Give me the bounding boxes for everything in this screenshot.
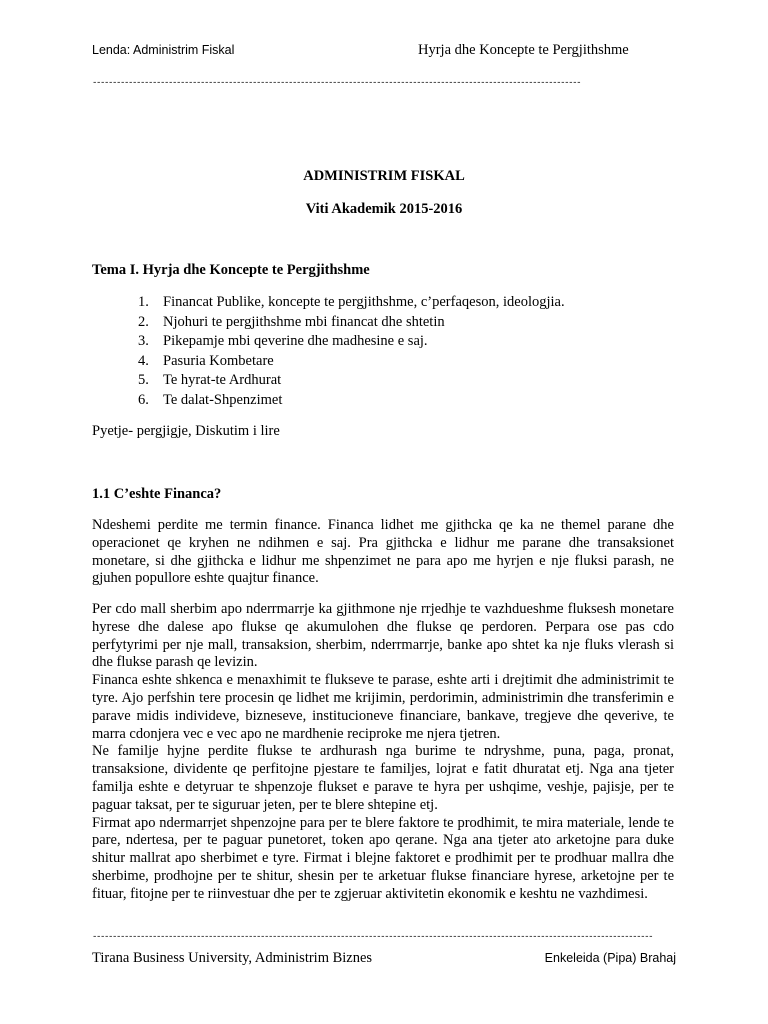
list-item-number: 1. — [138, 294, 149, 310]
list-item — [138, 332, 565, 352]
list-item — [138, 293, 565, 313]
paragraph-intro: Ndeshemi perdite me termin finance. Financa lidhet me gjithcka qe ka ne themel parane dhe operacionet qe kryhen ne ndihmen e saj. Pra gjithcka e lidhur me parane dhe transaksionet monetare, si dhe gjithcka e lidhur me shpenzimet ne para apo me hyrjen e nje fluksi parash, ne gjuhen popullore eshte quajtur finance. — [92, 517, 674, 587]
list-item-text: Te hyrat-te Ardhurat — [163, 372, 282, 388]
paragraph: Firmat apo ndermarrjet shpenzojne para per te blere faktore te prodhimit, te mira materiale, lende te pare, ndertesa, per te paguar punetoret, token apo qerane. Nga ana tjeter ato arketojne para duke shitur mallrat apo sherbimet e tyre. Firmat i blejne faktoret e prodhimit per te prodhuar mallra dhe sherbime, prodhojne per te shitur, shesin per te arketuar flukse financiare hyrese, arketojne per te fituar, fitojne per te riinvestuar dhe per te zgjeruar aktivitetin ekonomik e keshtu ne vazhdimesi. — [92, 814, 674, 902]
footer-institution: Tirana Business University, Administrim Biznes — [92, 950, 373, 966]
list-item-text: Pikepamje mbi qeverine dhe madhesine e saj. — [163, 333, 428, 349]
tema-heading: Tema I. Hyrja dhe Koncepte te Pergjithshme — [92, 262, 370, 278]
footer-author: Enkeleida (Pipa) Brahaj — [544, 951, 676, 965]
header-course-label: Lenda: Administrim Fiskal — [92, 43, 235, 57]
list-item-text: Pasuria Kombetare — [163, 352, 274, 369]
list-item-number: 3. — [138, 333, 149, 349]
section-heading: 1.1 C’eshte Financa? — [92, 486, 222, 502]
list-item — [138, 391, 565, 411]
paragraph: Financa eshte shkenca e menaxhimit te flukseve te parase, eshte arti i drejtimit dhe administrimit te tyre. Ajo perfshin tere procesin qe lidhet me krijimin, perdorimin, administrimin dhe transferimin e parave midis individeve, bizneseve, institucioneve financiare, bankave, tregjeve dhe qeverive, te marra cdonjera vec e vec apo ne mardhenie reciproke me njera tjetren. — [92, 672, 674, 742]
list-item — [138, 352, 565, 372]
list-item-text: Te dalat-Shpenzimet — [163, 391, 283, 408]
paragraph: Per cdo mall sherbim apo nderrmarrje ka gjithmone nje rrjedhje te vazhdueshme fluksesh monetare hyrese dhe dalese apo flukse qe akumulohen dhe flukse qe perdoren. Perpara ose pas cdo perfytyrimi per nje mall, transaksion, sherbim, nderrmarrje, banke apo shtet ka nje fluks vlerash si dhe flukse parash qe levizin. — [92, 601, 674, 671]
list-item — [138, 371, 565, 391]
list-item-text: Financat Publike, koncepte te pergjithshme, c’perfaqeson, ideologjia. — [163, 294, 565, 310]
footer-divider: -------------------------------------------------------------------------------------------------------------------------------------------- — [92, 932, 653, 942]
header-topic-title: Hyrja dhe Koncepte te Pergjithshme — [418, 42, 629, 58]
document-title: ADMINISTRIM FISKAL — [303, 168, 465, 184]
list-item — [138, 313, 565, 333]
list-item-number: 2. — [138, 313, 149, 330]
list-item-number: 5. — [138, 372, 149, 388]
academic-year: Viti Akademik 2015-2016 — [305, 201, 463, 217]
list-item-text: Njohuri te pergjithshme mbi financat dhe shtetin — [163, 313, 445, 330]
paragraph: Ne familje hyjne perdite flukse te ardhurash nga burime te ndryshme, puna, paga, pronat, transaksione, dividente qe perfitojne pjestare te familjes, lojrat e fatit dhuratat etj. Nga ana tjeter familja eshte e detyruar te shpenzoje flukset e parave te hyra per ushqime, veshje, pajisje, per te paguar taksat, per te siguruar jeten, per te blere shtepine etj. — [92, 743, 674, 813]
list-item-number: 6. — [138, 391, 149, 408]
topic-list — [138, 293, 565, 410]
body-paragraph-group — [92, 601, 674, 904]
list-item-number: 4. — [138, 352, 149, 369]
discussion-note: Pyetje- pergjigje, Diskutim i lire — [92, 423, 280, 439]
header-divider: -------------------------------------------------------------------------------------------------------------------------- — [92, 78, 581, 88]
